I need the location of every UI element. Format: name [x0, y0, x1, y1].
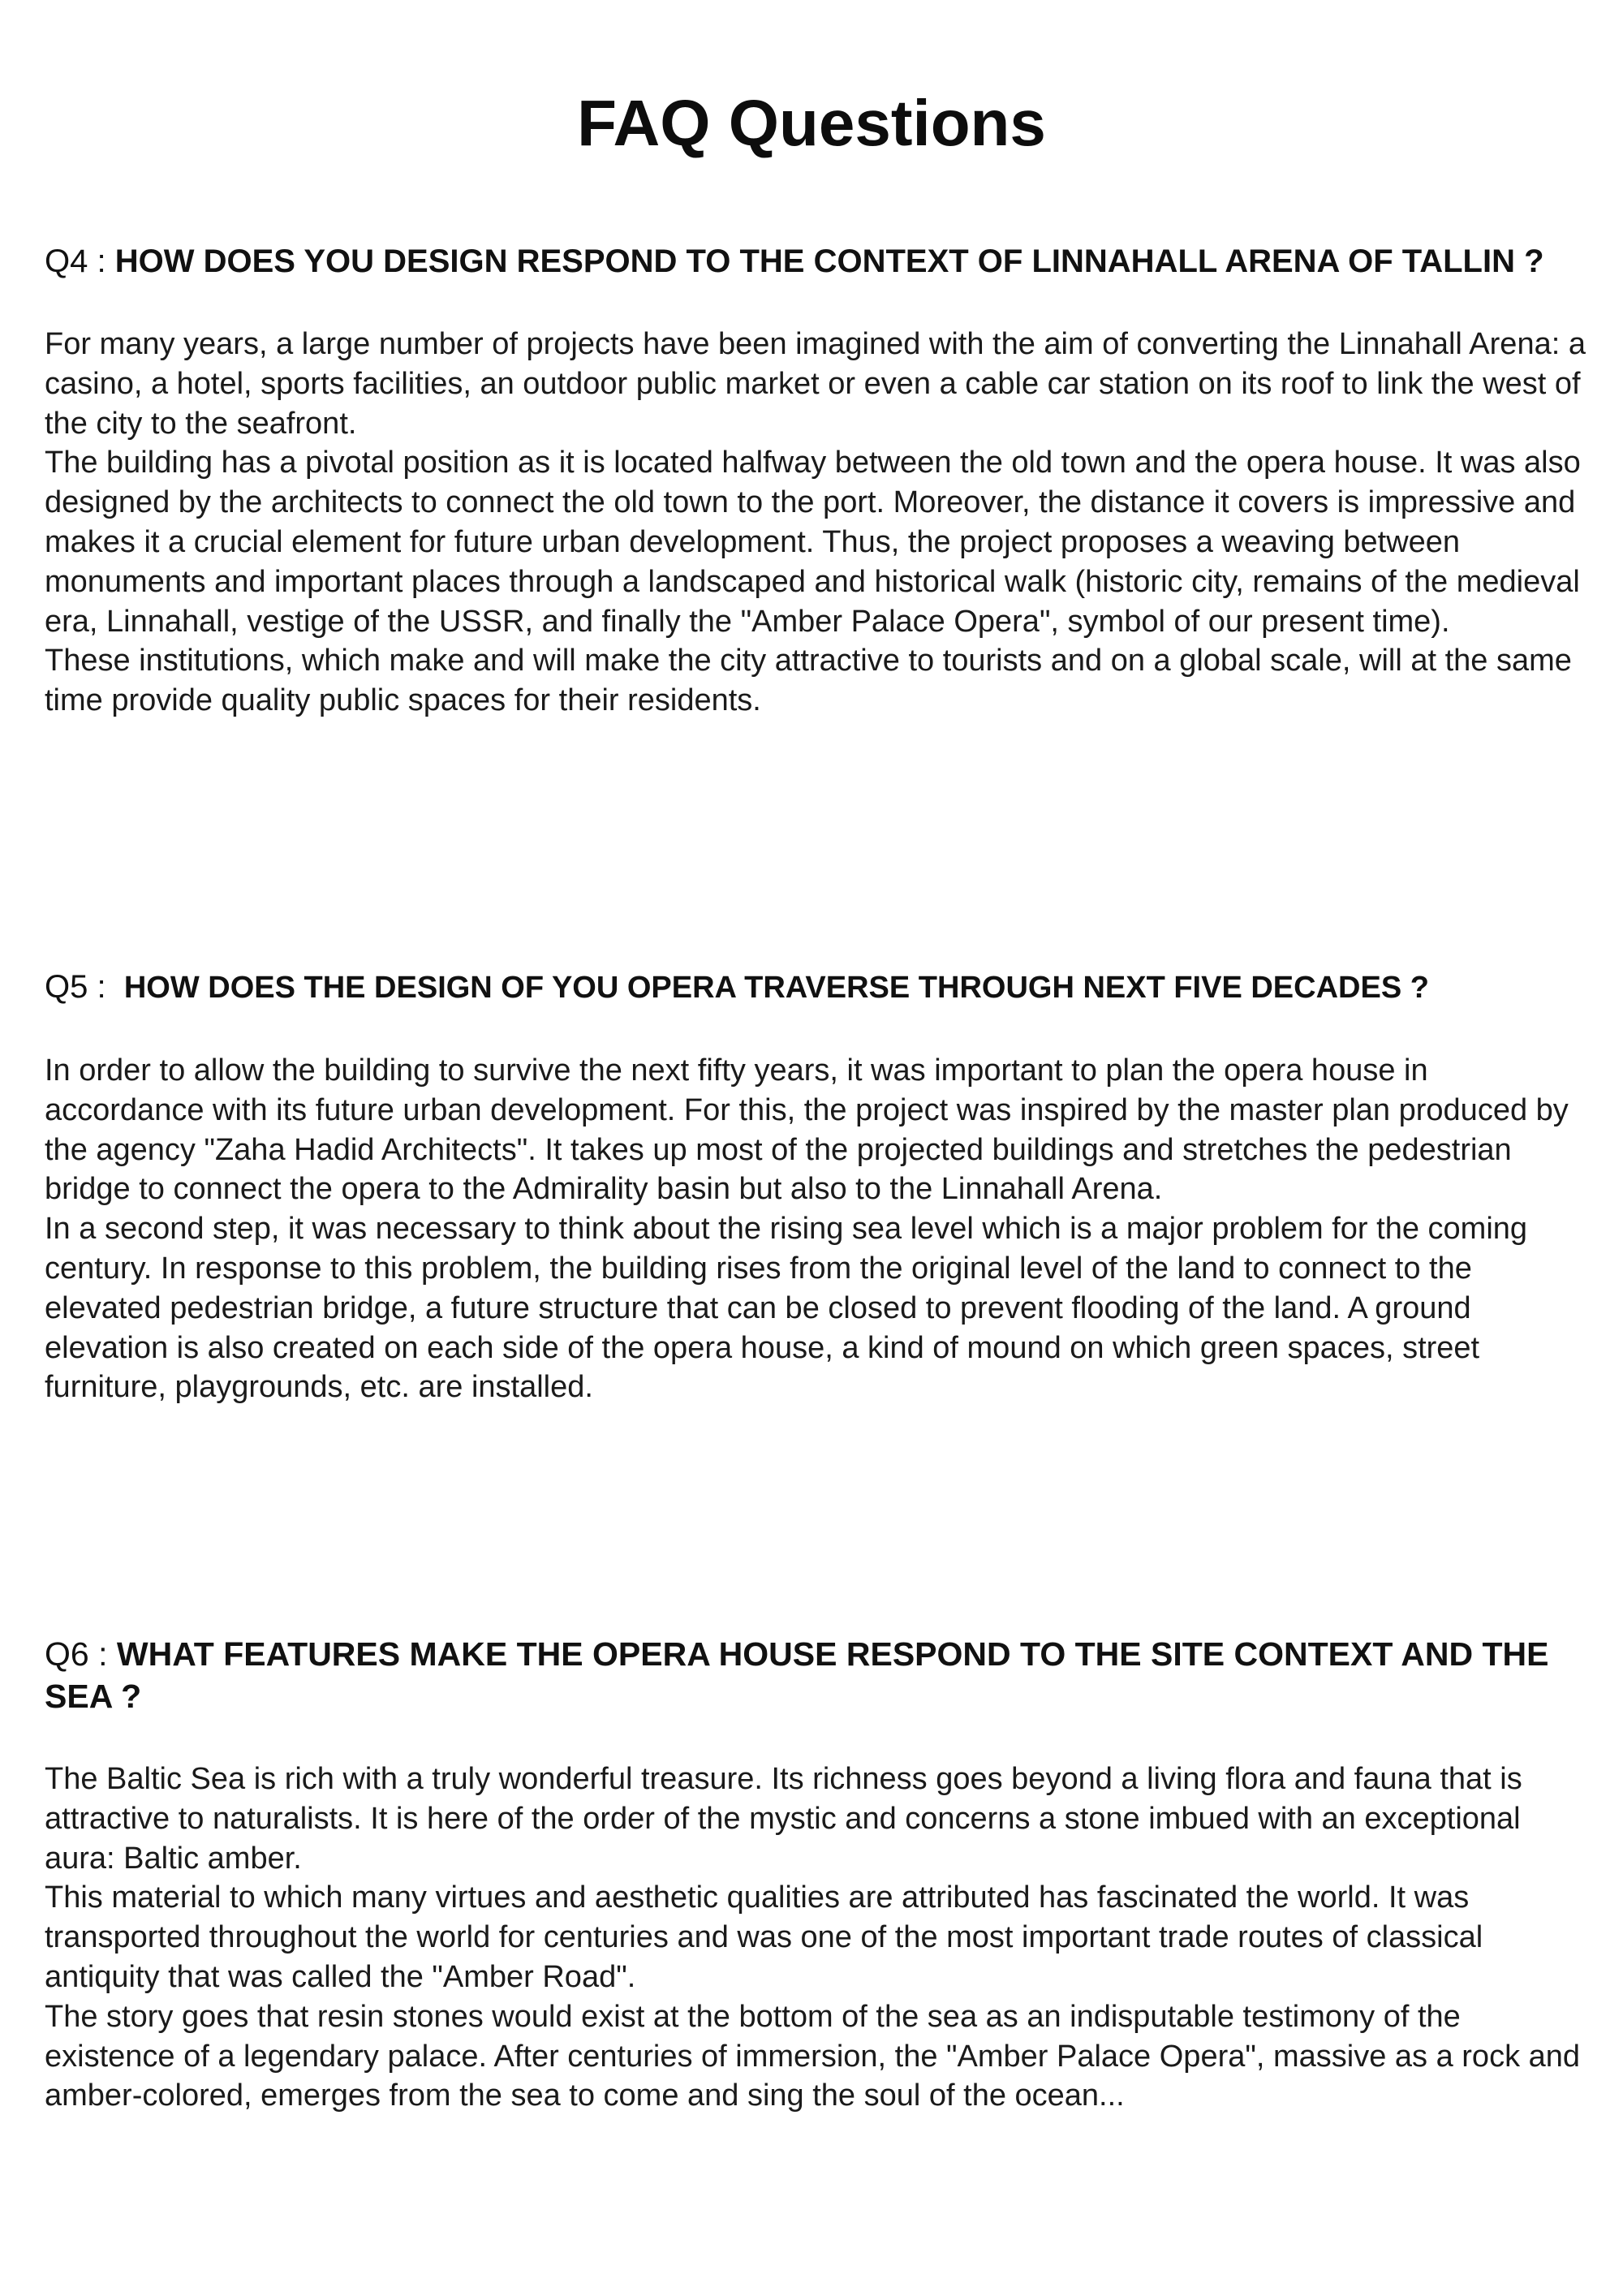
answer-body [45, 1760, 1586, 2116]
faq-item-q4 [45, 240, 1586, 721]
answer-paragraph: The Baltic Sea is rich with a truly wonderful treasure. Its richness goes beyond a living flora and fauna that is attractive to naturalists. It is here of the order of the mystic and concerns a stone imbued with an exceptional aura: Baltic amber. [45, 1762, 1522, 1876]
answer-paragraph: This material to which many virtues and aesthetic qualities are attributed has fascinated the world. It was transported throughout the world for centuries and was one of the most important trade routes of classical antiquity that was called the "Amber Road". [45, 1880, 1483, 1994]
faq-item-q6 [45, 1633, 1586, 2116]
answer-body [45, 1051, 1586, 1407]
question-heading [45, 1633, 1586, 1717]
answer-paragraph: In order to allow the building to survive the next fifty years, it was important to plan the opera house in accordance with its future urban development. For this, the project was inspired by the master plan produced by the agency "Zaha Hadid Architects". It takes up most of the projected buildings and stretches the pedestrian bridge to connect the opera to the Admirality basin but also to the Linnahall Arena. [45, 1053, 1569, 1207]
question-heading [45, 240, 1586, 282]
faq-item-q5 [45, 966, 1586, 1407]
question-text: HOW DOES THE DESIGN OF YOU OPERA TRAVERSE THROUGH NEXT FIVE DECADES ? [123, 971, 1429, 1005]
answer-paragraph: The story goes that resin stones would exist at the bottom of the sea as an indisputable testimony of the existence of a legendary palace. After centuries of immersion, the "Amber Palace Opera", massive as a rock and amber-colored, emerges from the sea to come and sing the soul of the ocean... [45, 1999, 1581, 2113]
question-text: HOW DOES YOU DESIGN RESPOND TO THE CONTEXT OF LINNAHALL ARENA OF TALLIN ? [114, 243, 1544, 279]
answer-paragraph: In a second step, it was necessary to think about the rising sea level which is a major problem for the coming century. In response to this problem, the building rises from the original level of the land to connect to the elevated pedestrian bridge, a future structure that can be closed to prevent flooding of the land. A ground elevation is also created on each side of the opera house, a kind of mound on which green spaces, street furniture, playgrounds, etc. are installed. [45, 1212, 1528, 1405]
question-number: Q5 : [45, 969, 106, 1005]
question-text: WHAT FEATURES MAKE THE OPERA HOUSE RESPOND TO THE SITE CONTEXT AND THE SEA ? [45, 1635, 1549, 1715]
question-heading [45, 966, 1586, 1009]
answer-paragraph: These institutions, which make and will make the city attractive to tourists and on a global scale, will at the same time provide quality public spaces for their residents. [45, 644, 1572, 718]
answer-paragraph: For many years, a large number of projects have been imagined with the aim of converting the Linnahall Arena: a casino, a hotel, sports facilities, an outdoor public market or even a cable car station on its roof to link the west of the city to the seafront. [45, 327, 1586, 441]
question-number: Q6 : [45, 1635, 108, 1673]
answer-paragraph: The building has a pivotal position as it is located halfway between the old town and the opera house. It was also designed by the architects to connect the old town to the port. Moreover, the distance it covers is impressive and makes it a crucial element for future urban development. Thus, the project proposes a weaving between monuments and important places through a landscaped and historical walk (historic city, remains of the medieval era, Linnahall, vestige of the USSR, and finally the "Amber Palace Opera", symbol of our present time). [45, 446, 1581, 639]
page-title: FAQ Questions [577, 87, 1046, 159]
question-number: Q4 : [45, 243, 106, 279]
answer-body [45, 325, 1586, 721]
